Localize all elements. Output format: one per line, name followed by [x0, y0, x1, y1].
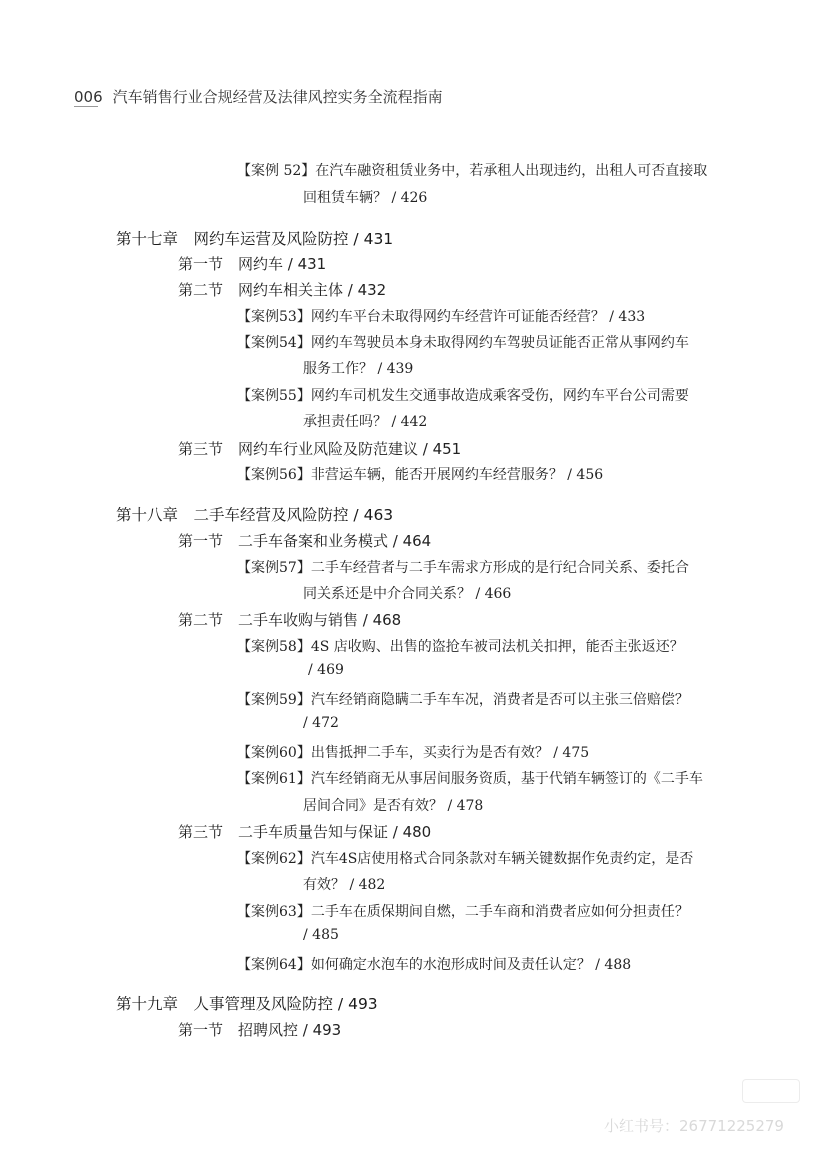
toc-section-19-1[interactable]: 第一节 招聘风控 / 493 [178, 1021, 342, 1039]
toc-case-52[interactable]: 【案例 52】在汽车融资租赁业务中，若承租人出现违约，出租人可否直接取 [237, 163, 708, 179]
toc-section-18-3[interactable]: 第三节 二手车质量告知与保证 / 480 [178, 823, 432, 841]
toc-section-18-2[interactable]: 第二节 二手车收购与销售 / 468 [178, 611, 402, 629]
toc-section-17-2[interactable]: 第二节 网约车相关主体 / 432 [178, 281, 387, 299]
toc-section-17-1[interactable]: 第一节 网约车 / 431 [178, 255, 327, 273]
toc-case-58[interactable]: 【案例58】4S 店收购、出售的盗抢车被司法机关扣押，能否主张返还？ [237, 639, 684, 655]
toc-case-63[interactable]: 【案例63】二手车在质保期间自燃，二手车商和消费者应如何分担责任？ [237, 904, 689, 920]
toc-case-58-cont[interactable]: / 469 [308, 662, 344, 678]
toc-case-59-cont[interactable]: / 472 [303, 715, 339, 731]
toc-case-53[interactable]: 【案例53】网约车平台未取得网约车经营许可证能否经营？ / 433 [237, 309, 646, 325]
toc-case-62-cont[interactable]: 有效？ / 482 [303, 877, 386, 893]
running-header [74, 86, 443, 107]
watermark: 小红书号：26771225279 [604, 1117, 784, 1135]
toc-chapter-18[interactable]: 第十八章 二手车经营及风险防控 / 463 [116, 506, 394, 524]
toc-case-55-cont[interactable]: 承担责任吗？ / 442 [303, 414, 428, 430]
toc-case-57[interactable]: 【案例57】二手车经营者与二手车需求方形成的是行纪合同关系、委托合 [237, 560, 689, 576]
toc-section-17-3[interactable]: 第三节 网约车行业风险及防范建议 / 451 [178, 440, 462, 458]
toc-case-62[interactable]: 【案例62】汽车4S店使用格式合同条款对车辆关键数据作免责约定，是否 [237, 851, 694, 867]
toc-case-59[interactable]: 【案例59】汽车经销商隐瞒二手车车况，消费者是否可以主张三倍赔偿？ [237, 692, 689, 708]
toc-chapter-19[interactable]: 第十九章 人事管理及风险防控 / 493 [116, 995, 378, 1013]
toc-case-54[interactable]: 【案例54】网约车驾驶员本身未取得网约车驾驶员证能否正常从事网约车 [237, 335, 689, 351]
page-number: 006 [74, 88, 103, 106]
toc-case-52-cont[interactable]: 回租赁车辆？ / 426 [303, 190, 428, 206]
toc-case-55[interactable]: 【案例55】网约车司机发生交通事故造成乘客受伤，网约车平台公司需要 [237, 388, 689, 404]
toc-case-61-cont[interactable]: 居间合同》是否有效？ / 478 [303, 798, 484, 814]
watermark-logo-icon [742, 1079, 800, 1103]
toc-chapter-17[interactable]: 第十七章 网约车运营及风险防控 / 431 [116, 230, 394, 248]
toc-case-61[interactable]: 【案例61】汽车经销商无从事居间服务资质，基于代销车辆签订的《二手车 [237, 771, 703, 787]
toc-case-56[interactable]: 【案例56】非营运车辆，能否开展网约车经营服务？ / 456 [237, 467, 604, 483]
toc-case-60[interactable]: 【案例60】出售抵押二手车，买卖行为是否有效？ / 475 [237, 745, 590, 761]
toc-case-57-cont[interactable]: 同关系还是中介合同关系？ / 466 [303, 586, 512, 602]
toc-case-63-cont[interactable]: / 485 [303, 927, 339, 943]
toc-case-54-cont[interactable]: 服务工作？ / 439 [303, 361, 414, 377]
header-rule [74, 106, 98, 107]
book-title: 汽车销售行业合规经营及法律风控实务全流程指南 [112, 88, 443, 106]
toc-case-64[interactable]: 【案例64】如何确定水泡车的水泡形成时间及责任认定？ / 488 [237, 957, 632, 973]
toc-section-18-1[interactable]: 第一节 二手车备案和业务模式 / 464 [178, 532, 432, 550]
